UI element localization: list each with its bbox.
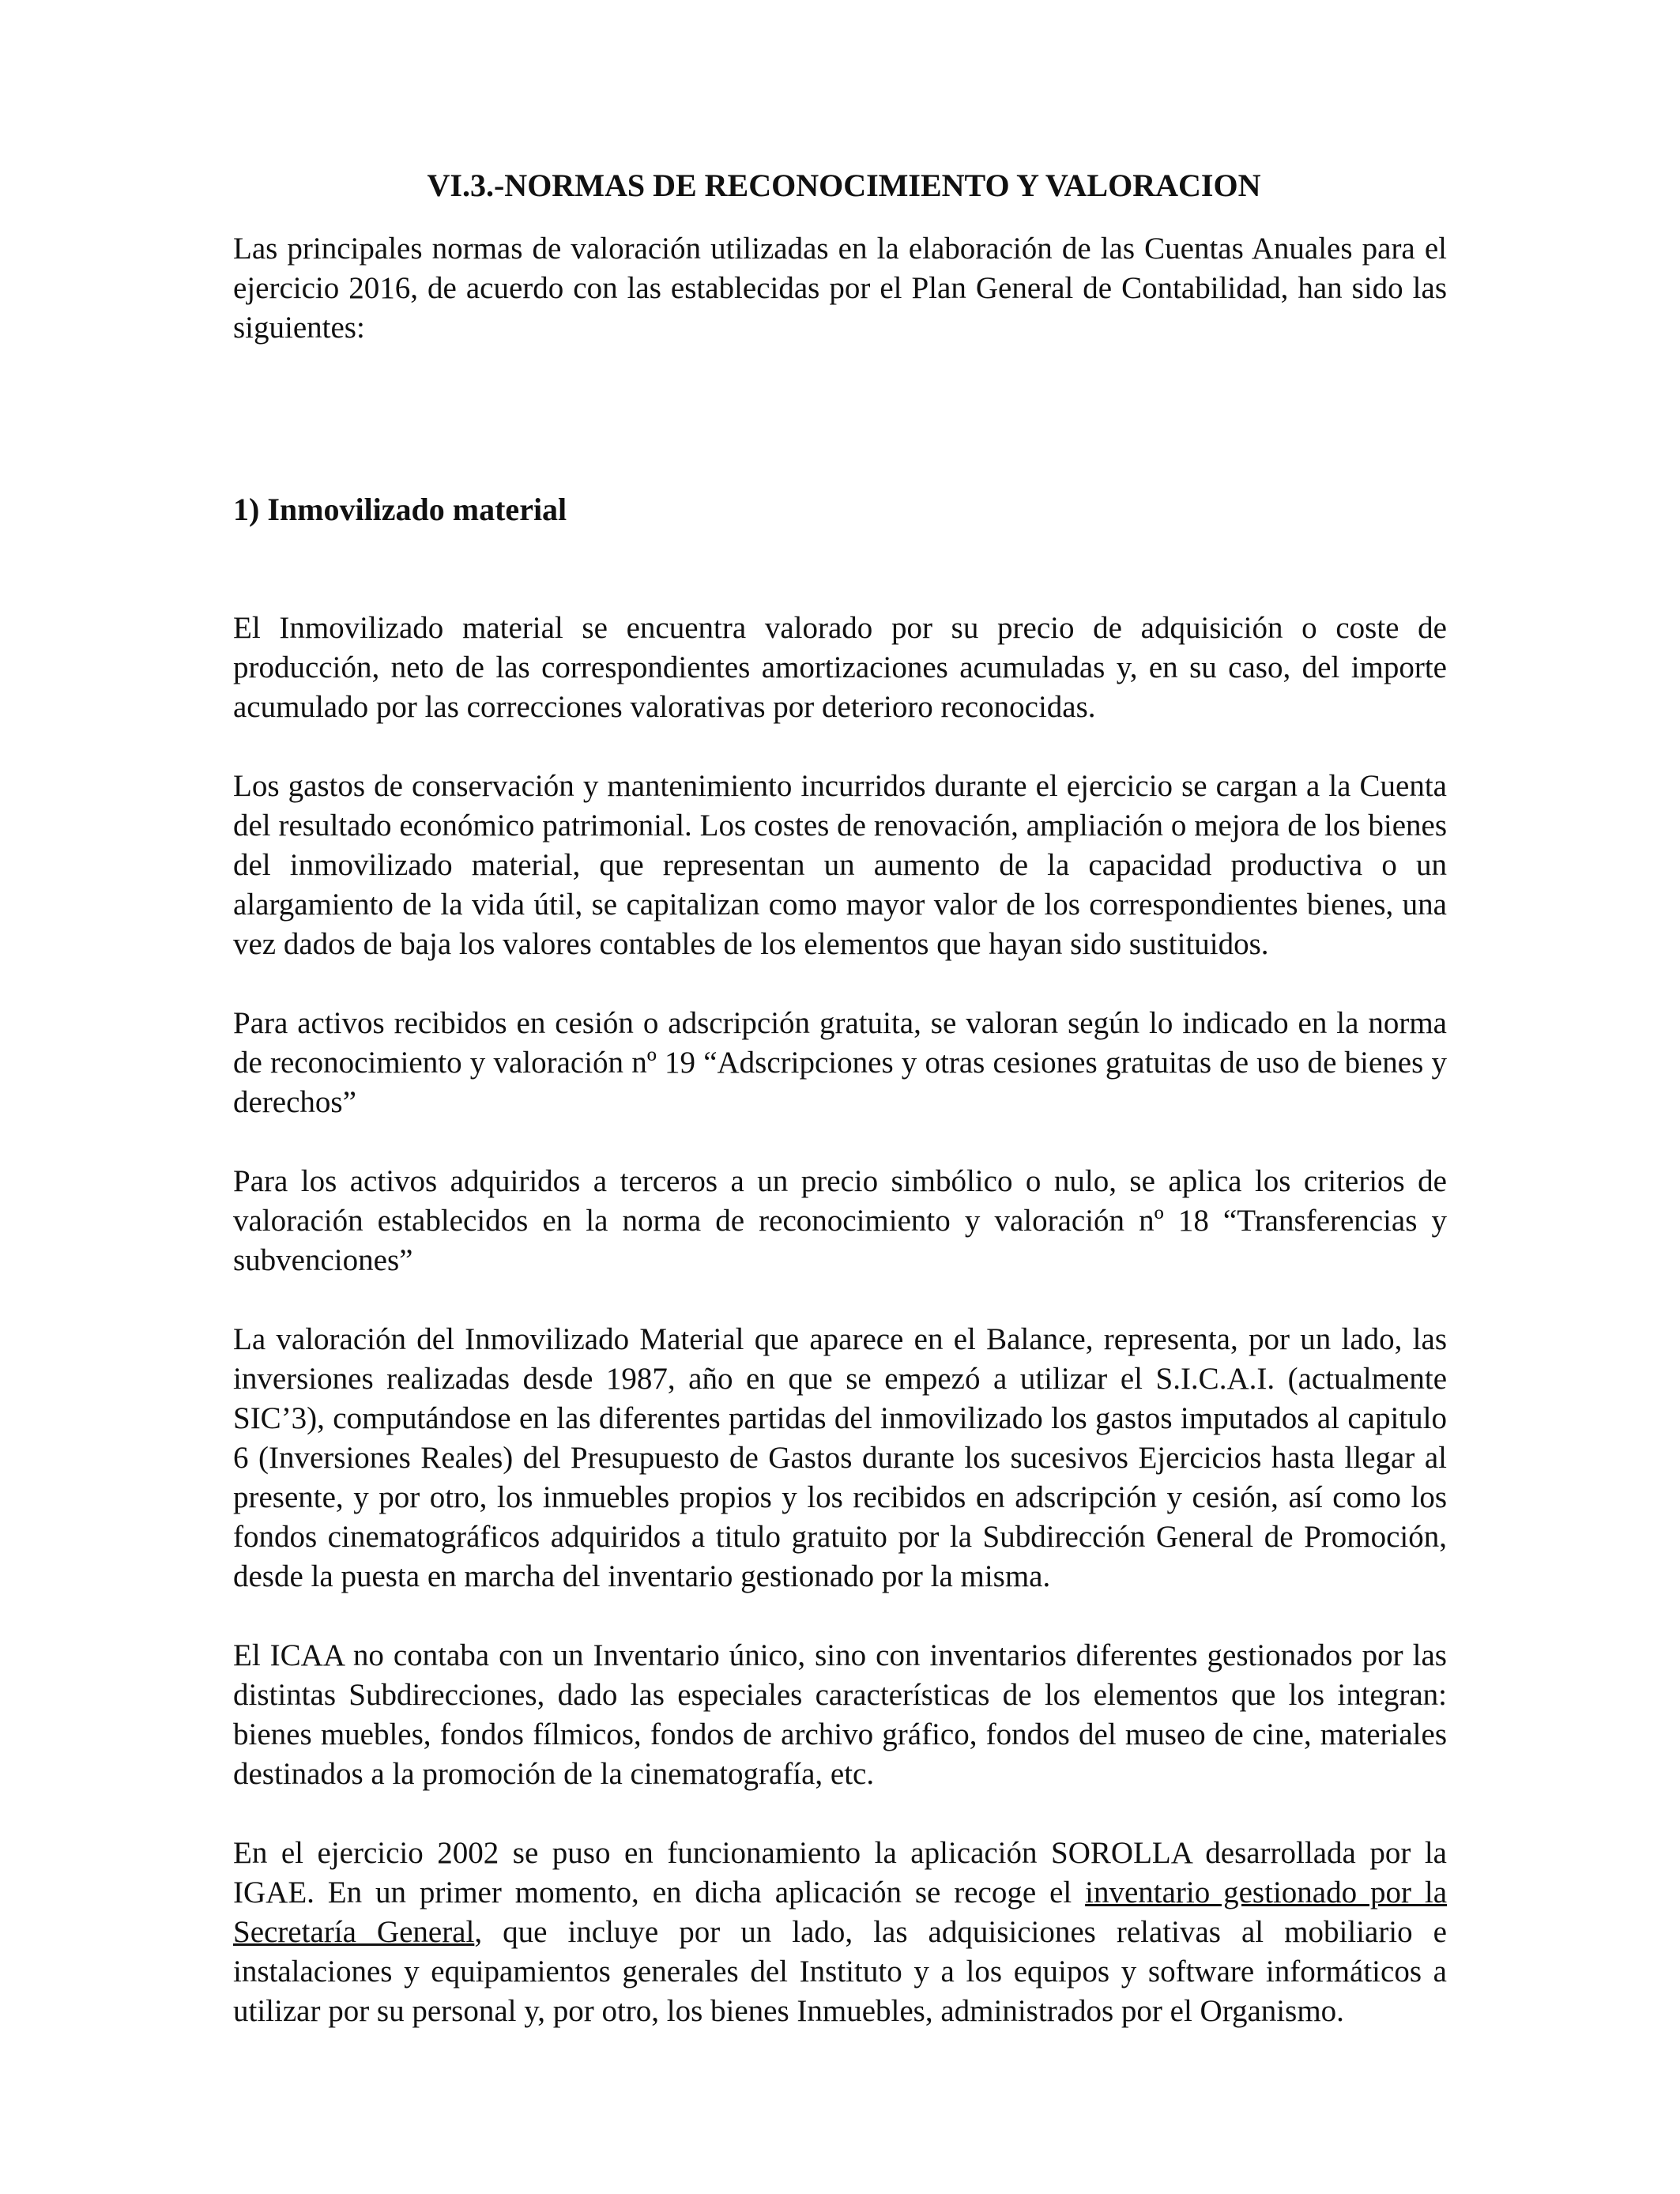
document-title: VI.3.-NORMAS DE RECONOCIMIENTO Y VALORACION	[427, 168, 1261, 203]
paragraph-cesion-adscripcion: Para activos recibidos en cesión o adscripción gratuita, se valoran según lo indicado en la norma de reconocimiento y valoración nº 19 “Adscripciones y otras cesiones gratuitas de uso de bienes y derechos”	[233, 1006, 1447, 1119]
paragraph-precio-simbolico: Para los activos adquiridos a terceros a un precio simbólico o nulo, se aplica los criterios de valoración establecidos en la norma de reconocimiento y valoración nº 18 “Transferencias y subvenciones”	[233, 1164, 1447, 1277]
section-heading: 1) Inmovilizado material	[233, 492, 567, 527]
paragraph-sorolla	[233, 1834, 1447, 2031]
section-body	[233, 609, 1447, 2031]
paragraph-valoracion: El Inmovilizado material se encuentra valorado por su precio de adquisición o coste de producción, neto de las correspondientes amortizaciones acumuladas y, en su caso, del importe acumulado por las correcciones valorativas por deterioro reconocidas.	[233, 611, 1447, 724]
sorolla-text-before: En el ejercicio 2002 se puso en funcionamiento la aplicación SOROLLA desarrollada por la IGAE. En un primer momento, en dicha aplicación se recoge el	[233, 1836, 1447, 1909]
intro-paragraph: Las principales normas de valoración utilizadas en la elaboración de las Cuentas Anuales para el ejercicio 2016, de acuerdo con las establecidas por el Plan General de Contabilidad, han sido las siguientes:	[233, 232, 1447, 345]
paragraph-gastos-conservacion: Los gastos de conservación y mantenimiento incurridos durante el ejercicio se cargan a la Cuenta del resultado económico patrimonial. Los costes de renovación, ampliación o mejora de los bienes del inmovilizado material, que representan un aumento de la capacidad productiva o un alargamiento de la vida útil, se capitalizan como mayor valor de los correspondientes bienes, una vez dados de baja los valores contables de los elementos que hayan sido sustituidos.	[233, 769, 1447, 961]
underlined-inventario-link: inventario gestionado por la Secretaría General	[233, 1875, 1447, 1949]
paragraph-valoracion-balance: La valoración del Inmovilizado Material que aparece en el Balance, representa, por un lado, las inversiones realizadas desde 1987, año en que se empezó a utilizar el S.I.C.A.I. (actualmente SIC’3), computándose en las diferentes partidas del inmovilizado los gastos imputados al capitulo 6 (Inversiones Reales) del Presupuesto de Gastos durante los sucesivos Ejercicios hasta llegar al presente, y por otro, los inmuebles propios y los recibidos en adscripción y cesión, así como los fondos cinematográficos adquiridos a titulo gratuito por la Subdirección General de Promoción, desde la puesta en marcha del inventario gestionado por la misma.	[233, 1322, 1447, 1593]
sorolla-text-after: , que incluye por un lado, las adquisiciones relativas al mobiliario e instalaciones y equipamientos generales del Instituto y a los equipos y software informáticos a utilizar por su personal y, por otro, los bienes Inmuebles, administrados por el Organismo.	[233, 1915, 1447, 2028]
document-page	[233, 166, 1447, 2028]
paragraph-inventarios: El ICAA no contaba con un Inventario único, sino con inventarios diferentes gestionados por las distintas Subdirecciones, dado las especiales características de los elementos que los integran: bienes muebles, fondos fílmicos, fondos de archivo gráfico, fondos del museo de cine, materiales destinados a la promoción de la cinematografía, etc.	[233, 1638, 1447, 1791]
